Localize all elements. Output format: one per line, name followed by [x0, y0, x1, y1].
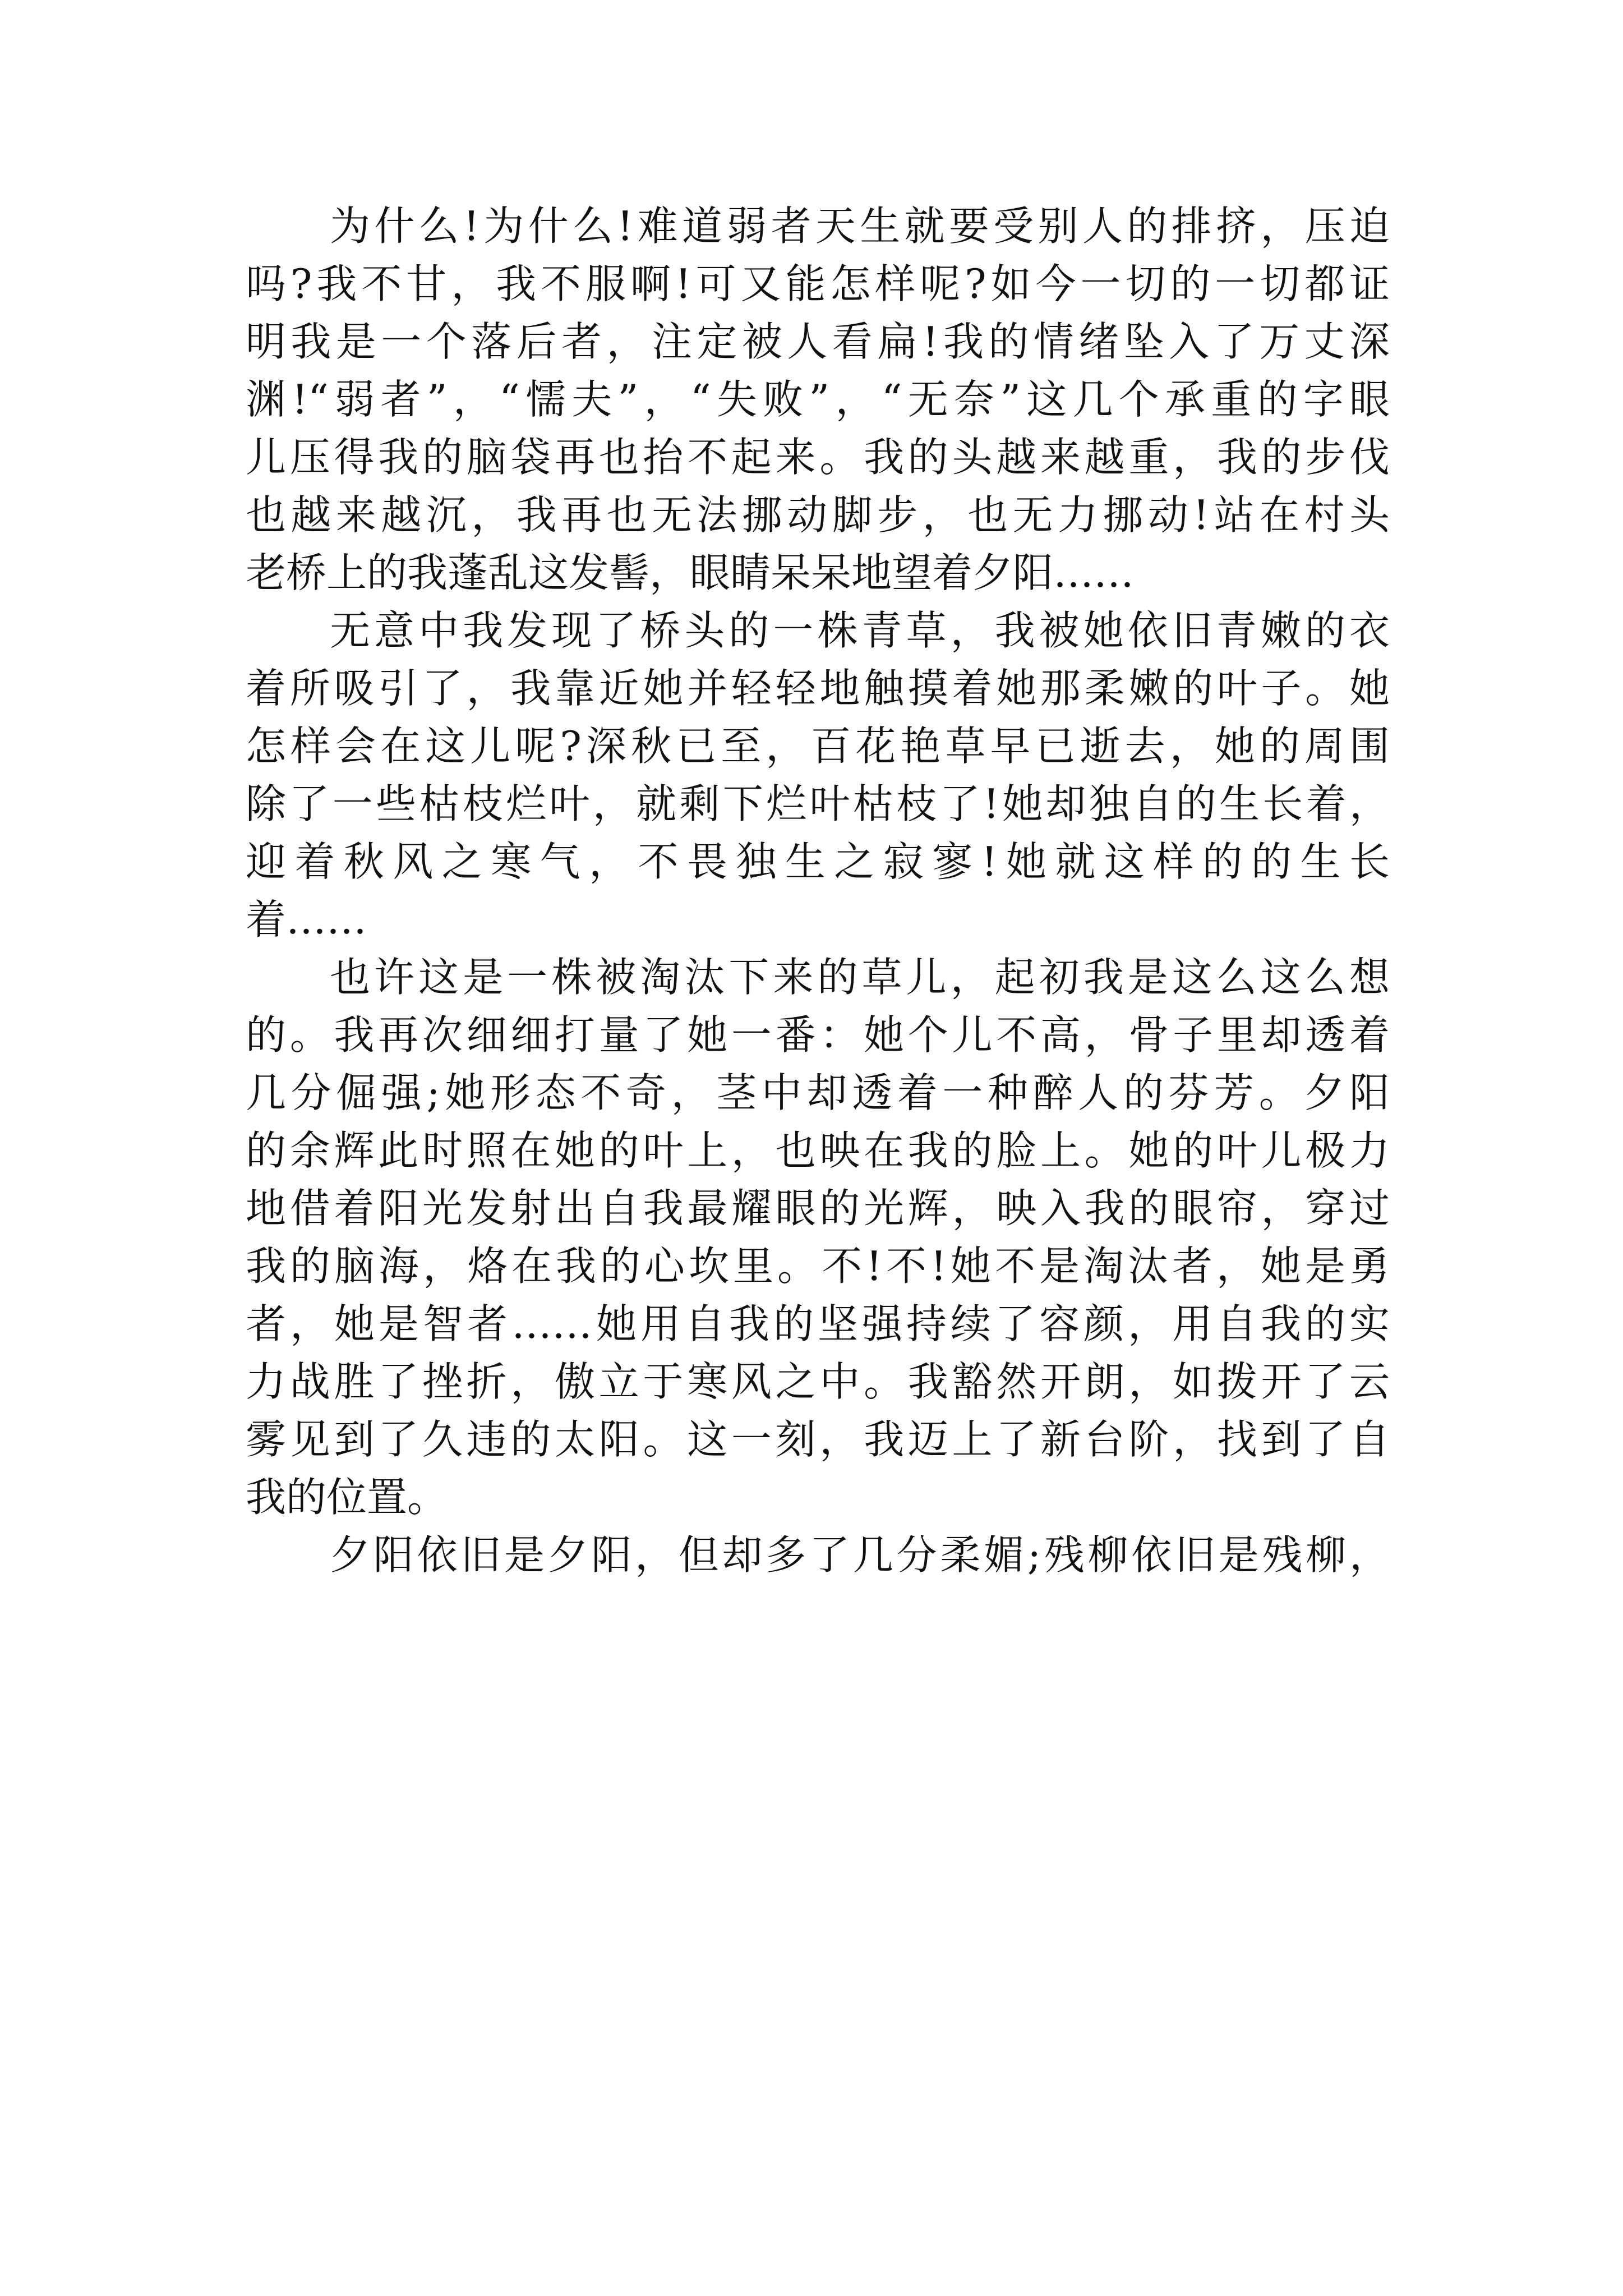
- paragraph: [246, 1528, 1390, 1582]
- text-line: 夕阳依旧是夕阳，但却多了几分柔媚;残柳依旧是残柳，: [330, 1531, 1390, 1579]
- text-line: 力战胜了挫折，傲立于寒风之中。我豁然开朗，如拨开了云: [246, 1358, 1390, 1405]
- text-line: 的。我再次细细打量了她一番：她个儿不高，骨子里却透着: [246, 1011, 1390, 1059]
- text-line: 也许这是一株被淘汰下来的草儿，起初我是这么这么想: [330, 954, 1390, 1001]
- text-line: 除了一些枯枝烂叶，就剩下烂叶枯枝了!她却独自的生长着，: [246, 780, 1390, 827]
- text-line: 怎样会在这儿呢?深秋已至，百花艳草早已逝去，她的周围: [246, 723, 1390, 770]
- text-line: 雾见到了久违的太阳。这一刻，我迈上了新台阶，找到了自: [246, 1416, 1390, 1463]
- text-line: 老桥上的我蓬乱这发髻，眼睛呆呆地望着夕阳……: [246, 549, 1135, 596]
- text-line: 我的脑海，烙在我的心坎里。不!不!她不是淘汰者，她是勇: [246, 1243, 1390, 1290]
- text-line: 迎着秋风之寒气，不畏独生之寂寥!她就这样的的生长: [246, 838, 1390, 885]
- text-line: 为什么!为什么!难道弱者天生就要受别人的排挤，压迫: [330, 203, 1390, 250]
- text-line: 着所吸引了，我靠近她并轻轻地触摸着她那柔嫩的叶子。她: [246, 665, 1390, 712]
- text-line: 儿压得我的脑袋再也抬不起来。我的头越来越重，我的步伐: [246, 434, 1390, 481]
- text-line: 者，她是智者……她用自我的坚强持续了容颜，用自我的实: [246, 1300, 1390, 1347]
- text-line: 地借着阳光发射出自我最耀眼的光辉，映入我的眼帘，穿过: [246, 1185, 1390, 1232]
- paragraph: [246, 950, 1390, 1524]
- text-line: 着……: [246, 896, 367, 943]
- text-line: 也越来越沉，我再也无法挪动脚步，也无力挪动!站在村头: [246, 491, 1390, 539]
- text-line: 的余辉此时照在她的叶上，也映在我的脸上。她的叶儿极力: [246, 1127, 1390, 1174]
- text-line: 吗?我不甘，我不服啊!可又能怎样呢?如今一切的一切都证: [246, 260, 1390, 307]
- text-line: 渊!“弱者”，“懦夫”，“失败”，“无奈”这几个承重的字眼: [246, 376, 1390, 423]
- text-line: 明我是一个落后者，注定被人看扁!我的情绪坠入了万丈深: [246, 318, 1390, 365]
- text-line: 几分倔强;她形态不奇，茎中却透着一种醉人的芬芳。夕阳: [246, 1069, 1390, 1116]
- essay-text: [246, 199, 1390, 1586]
- text-line: 我的位置。: [246, 1474, 448, 1521]
- paragraph: [246, 604, 1390, 946]
- paragraph: [246, 199, 1390, 600]
- text-line: 无意中我发现了桥头的一株青草，我被她依旧青嫩的衣: [330, 607, 1390, 654]
